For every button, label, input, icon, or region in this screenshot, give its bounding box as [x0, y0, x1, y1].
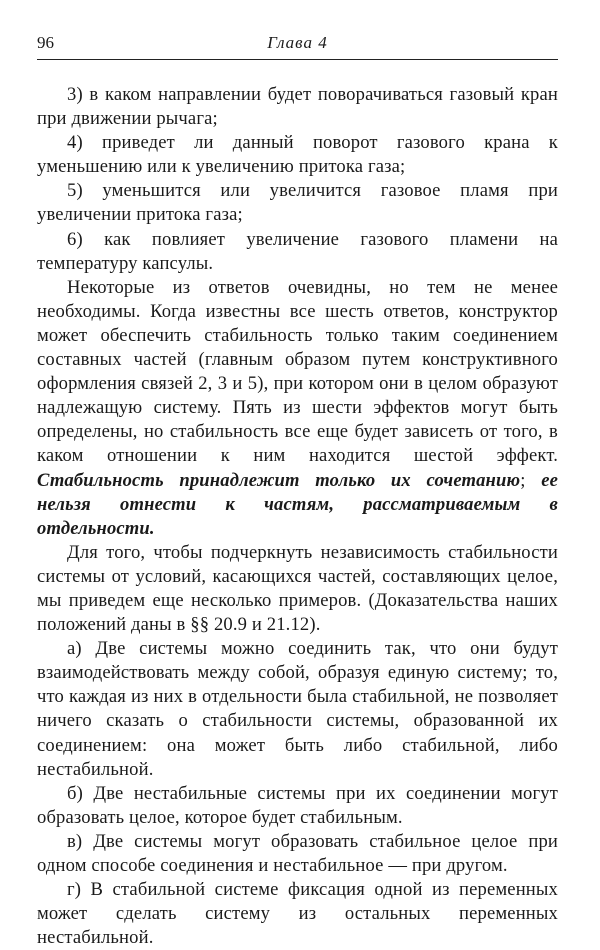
paragraph-example-b: б) Две нестабильные системы при их соединении могут образовать целое, которое будет стабильным.	[37, 782, 558, 828]
paragraph-text-middle: ;	[520, 469, 542, 491]
paragraph-list-item-6: 6) как повлияет увеличение газового пламени на температуру капсулы.	[37, 228, 558, 274]
emphasis-text: Стабильность принадлежит только их сочетанию	[37, 469, 521, 491]
page-number: 96	[37, 33, 54, 52]
paragraph-list-item-3: 3) в каком направлении будет поворачиваться газовый кран при движении рычага;	[37, 84, 558, 130]
running-title: Глава 4	[267, 33, 328, 52]
header-rule	[37, 59, 558, 60]
book-page	[37, 30, 558, 950]
paragraph-example-v: в) Две системы могут образовать стабильное целое при одном способе соединения и нестабильное — при другом.	[37, 830, 558, 876]
page-header	[37, 30, 558, 54]
paragraph-example-a: а) Две системы можно соединить так, что они будут взаимодействовать между собой, образуя единую систему; то, что каждая из них в отдельности была стабильной, не позволяет ничего сказать о стабильности системы, образованной их соединением: она может быть либо стабильной, либо нестабильной.	[37, 638, 558, 780]
page-body	[37, 83, 558, 950]
paragraph-examples-intro: Для того, чтобы подчеркнуть независимость стабильности системы от условий, касающихся частей, составляющих целое, мы приведем еще несколько примеров. (Доказательства наших положений даны в §§ 20.9 и 21.12).	[37, 541, 558, 636]
paragraph-stability	[37, 276, 558, 541]
emphasis-text-2: ее нельзя отнести к частям, рассматриваемым в отдельности.	[37, 469, 558, 539]
paragraph-example-g: г) В стабильной системе фиксация одной из переменных может сделать систему из остальных переменных нестабильной.	[37, 879, 558, 949]
paragraph-text: Некоторые из ответов очевидны, но тем не менее необходимы. Когда известны все шесть ответов, конструктор может обеспечить стабильность только таким соединением составных частей (главным образом путем конструктивного оформления связей 2, 3 и 5), при котором они в целом образуют надлежащую систему. Пять из шести эффектов могут быть определены, но стабильность все еще будет зависеть от того, в каком отношении к ним находится шестой эффект.	[37, 276, 558, 467]
paragraph-list-item-5: 5) уменьшится или увеличится газовое пламя при увеличении притока газа;	[37, 180, 558, 226]
paragraph-list-item-4: 4) приведет ли данный поворот газового крана к уменьшению или к увеличению притока газа;	[37, 132, 558, 178]
